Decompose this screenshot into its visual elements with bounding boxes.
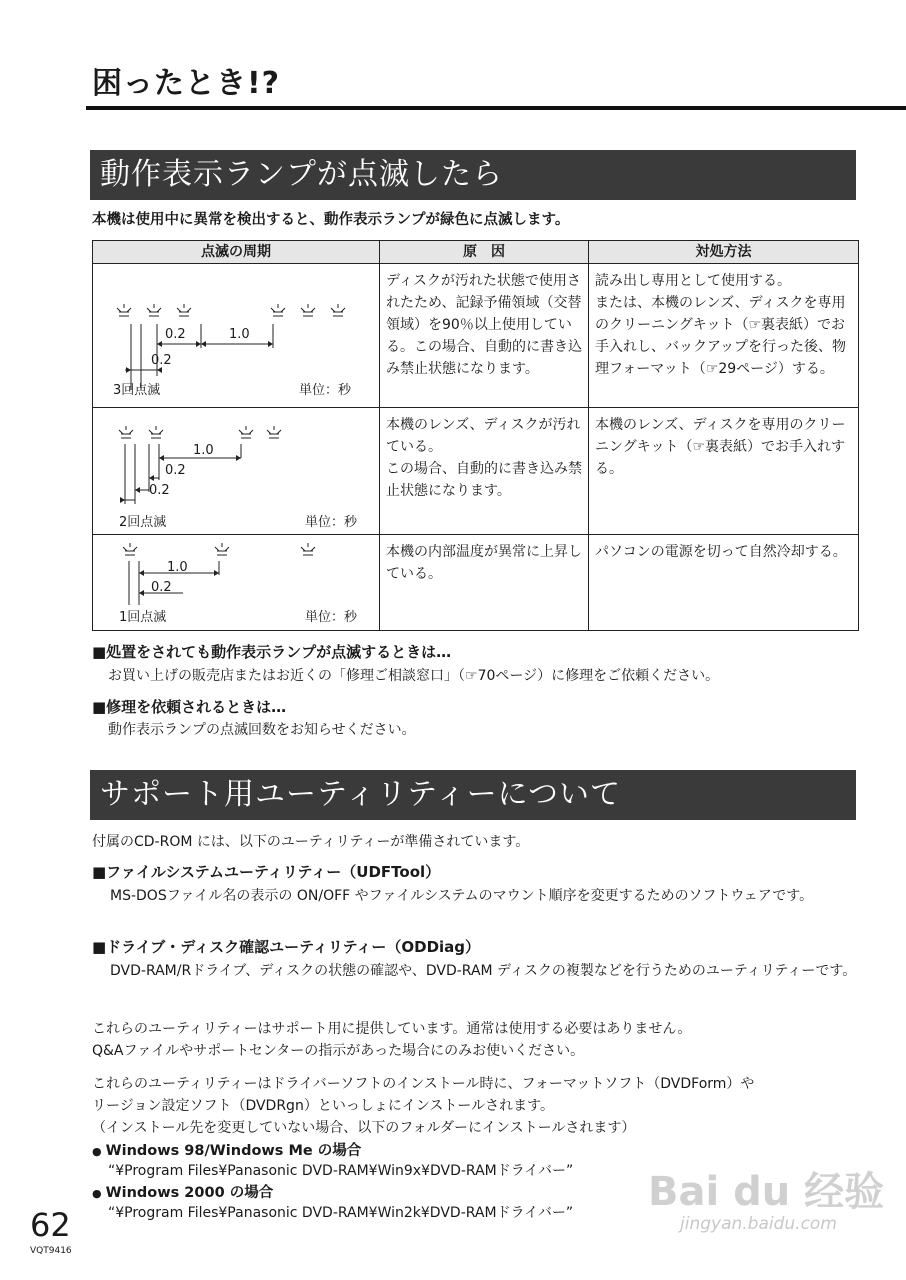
install-paragraph [92,1073,862,1139]
lamp-icon [149,426,163,438]
lamp-icon [177,304,191,316]
section-heading-lamp: 動作表示ランプが点滅したら [90,150,856,200]
install-path-win2k: “¥Program Files¥Panasonic DVD-RAM¥Win2k¥DVD-RAMドライバー” [108,1205,574,1221]
table-row [93,264,859,408]
remedy-text: 裏表紙）でお手入れし、バックアップを行った後、物理フォーマット（ [595,317,847,377]
support-paragraph [92,1018,862,1062]
utility-heading-oddiag: ■ドライブ・ディスク確認ユーティリティー（ODDiag） [92,938,481,956]
lamp-icon [301,304,315,316]
unit-label: 単位：秒 [305,515,358,530]
cause-text: 本機のレンズ、ディスクが汚れている。 [386,417,581,455]
cause-cell [380,408,589,535]
lamp-icon [147,304,161,316]
remedy-text: 本機のレンズ、ディスクを専用のクリーニングキット（ [595,417,846,455]
install-path-win9x: “¥Program Files¥Panasonic DVD-RAM¥Win9x¥DVD-RAMドライバー” [108,1163,574,1179]
pointing-hand-icon: ☞ [692,439,706,455]
blink-pattern-cell [93,408,380,535]
paragraph-line: （インストール先を変更していない場合、以下のフォルダーにインストールされます） [92,1120,636,1136]
interval-label: 1.0 [193,443,214,458]
paragraph-line: これらのユーティリティーはサポート用に提供しています。通常は使用する必要はありません。 [92,1021,692,1037]
lamp-icon [267,426,281,438]
cause-text: ディスクが汚れた状態で使用されたため、記録予備領域（交替領域）を90％以上使用している。この場合、自動的に書き込み禁止状態になります。 [386,273,582,377]
paragraph-line: リージョン設定ソフト（DVDRgn）といっしょにインストールされます。 [92,1098,554,1114]
blink-count-label: 1回点滅 [119,610,167,625]
cause-cell [380,535,589,631]
title-rule [86,106,906,110]
lamp-icon [331,304,345,316]
remedy-cell [589,264,859,408]
blink-table [92,240,859,631]
lamp-icon [215,543,229,555]
cause-text: この場合、自動的に書き込み禁止状態になります。 [386,461,582,499]
unit-label: 単位：秒 [299,383,352,398]
cause-text: 本機の内部温度が異常に上昇している。 [386,544,582,582]
remedy-text: 裏表紙）でお手入れする。 [595,439,846,477]
interval-label: 0.2 [165,463,186,478]
note-body-still-blinking [108,665,858,687]
blink-pattern-cell [93,535,380,631]
col-header-remedy: 対処方法 [589,241,859,264]
watermark-logo: Bai du 经验 [648,1169,885,1215]
utility-body-udftool: MS-DOSファイル名の表示の ON/OFF やファイルシステムのマウント順序を変更するためのソフトウェアです。 [110,888,814,904]
interval-label: 1.0 [167,560,188,575]
interval-label: 0.2 [151,580,172,595]
section-lead: 本機は使用中に異常を検出すると、動作表示ランプが緑色に点滅します。 [92,212,570,228]
utility-heading-udftool: ■ファイルシステムユーティリティー（UDFTool） [92,863,441,881]
blink-pattern-cell [93,264,380,408]
unit-label: 単位：秒 [305,610,358,625]
interval-label: 1.0 [229,327,250,342]
table-row [93,408,859,535]
page-number: 62 [30,1206,71,1244]
remedy-cell [589,408,859,535]
pointing-hand-icon: ☞ [465,668,478,684]
lamp-icon [239,426,253,438]
utilities-intro: 付属のCD-ROM には、以下のユーティリティーが準備されています。 [92,834,530,850]
interval-label: 0.2 [149,483,170,498]
lamp-icon [271,304,285,316]
remedy-text: パソコンの電源を切って自然冷却する。 [595,544,847,560]
paragraph-line: Q&Aファイルやサポートセンターの指示があった場合にのみお使いください。 [92,1043,585,1059]
col-header-pattern: 点滅の周期 [93,241,380,264]
cause-cell [380,264,589,408]
os-item-win2000: ● Windows 2000 の場合 [92,1181,273,1202]
os-item-win98: ● Windows 98/Windows Me の場合 [92,1139,361,1160]
note-text: 70ページ）に修理をご依頼ください。 [477,668,720,684]
lamp-icon [119,426,133,438]
watermark-url: jingyan.baidu.com [680,1214,837,1234]
note-heading-still-blinking: ■処置をされても動作表示ランプが点滅するときは… [92,643,452,661]
lamp-icon [301,543,315,555]
note-heading-repair: ■修理を依頼されるときは… [92,698,287,716]
blink-count-label: 2回点滅 [119,515,167,530]
remedy-text: 29ページ）する。 [718,361,834,377]
interval-label: 0.2 [165,327,186,342]
document-code: VQT9416 [30,1246,72,1256]
table-row [93,535,859,631]
pointing-hand-icon: ☞ [705,361,719,377]
remedy-cell [589,535,859,631]
remedy-text: 読み出し専用として使用する。 [595,273,791,289]
blink-count-label: 3回点滅 [113,383,161,398]
paragraph-line: これらのユーティリティーはドライバーソフトのインストール時に、フォーマットソフト（DVDForm）や [92,1076,755,1092]
lamp-icon [123,543,137,555]
col-header-cause: 原 因 [380,241,589,264]
pointing-hand-icon: ☞ [748,317,762,333]
section-heading-utilities: サポート用ユーティリティーについて [90,770,856,820]
lamp-icon [117,304,131,316]
remedy-text: または、本機のレンズ、ディスクを専用のクリーニングキット（ [595,295,846,333]
interval-label: 0.2 [151,353,172,368]
note-body-repair: 動作表示ランプの点滅回数をお知らせください。 [108,722,416,738]
note-text: お買い上げの販売店またはお近くの「修理ご相談窓口」（ [108,668,465,684]
page-title: 困ったとき!? [92,66,281,101]
utility-body-oddiag: DVD-RAM/Rドライブ、ディスクの状態の確認や、DVD-RAM ディスクの複製などを行うためのユーティリティーです。 [110,963,857,979]
